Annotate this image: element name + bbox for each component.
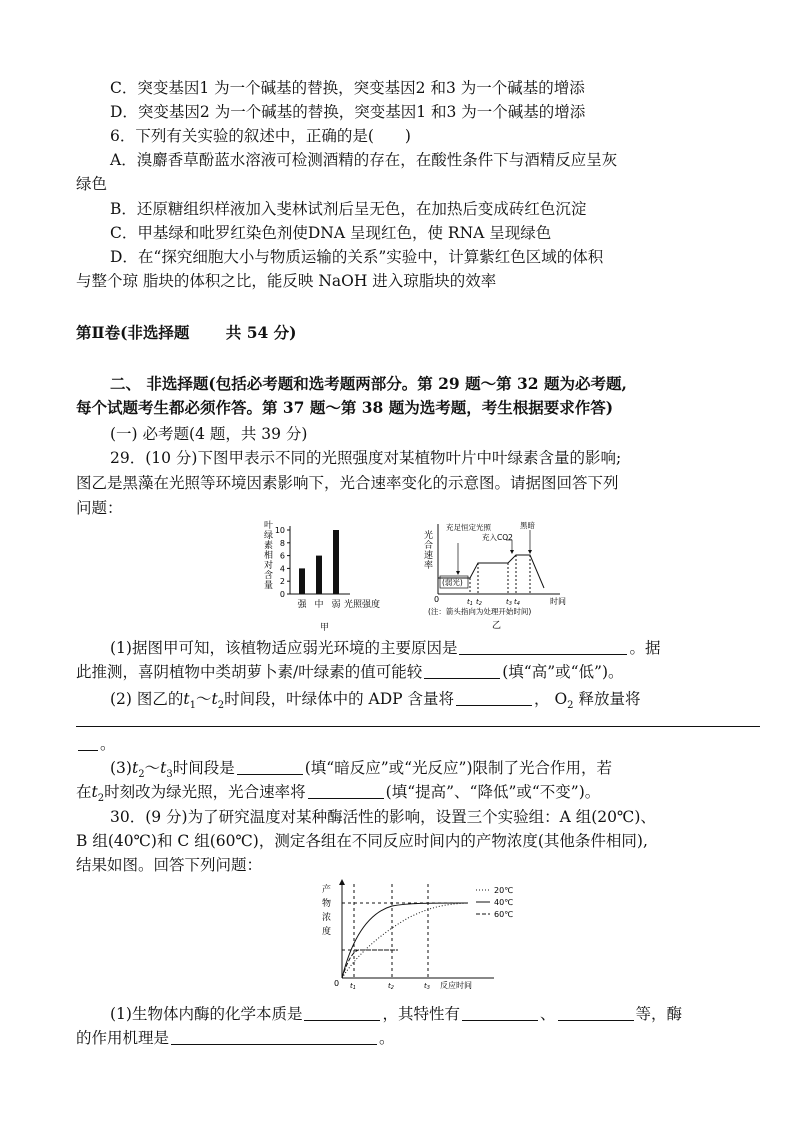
q30-line1: 30．(9 分)为了研究温度对某种酶活性的影响，设置三个实验组：A 组(20℃)、 [110,808,656,826]
yi-xtick-t4: t4 [514,598,520,607]
yi-xtick-t2: t2 [476,598,482,607]
q29-line3: 问题： [76,499,123,517]
legend-40c: 40℃ [494,898,514,907]
answer-blank-9[interactable] [558,1005,634,1021]
yi-ylabel [424,529,433,571]
series-60c [342,950,398,978]
answer-blank-1[interactable] [459,639,627,655]
enzyme-xtick-t1: t1 [350,982,356,991]
ylabel-char: 光 [424,531,434,541]
jia-category-label: 弱 [331,600,341,610]
jia-bar [316,556,322,594]
option-5d: D．突变基因2 为一个碱基的替换，突变基因1 和3 为一个碱基的增添 [110,103,586,121]
ylabel-char: 叶 [264,521,274,531]
q30-sub1-line2: 的作用机理是 。 [76,1029,395,1047]
q29-line1: 29．(10 分)下图甲表示不同的光照强度对某植物叶片中叶绿素含量的影响; [110,449,622,467]
enzyme-xtick-t2: t2 [388,982,394,991]
enzyme-xlabel: 反应时间 [440,981,472,990]
jia-ytick-label: 6 [279,551,285,561]
ylabel-char: 对 [264,561,274,571]
series-20c [342,903,468,978]
part2-line3: (一) 必考题(4 题，共 39 分) [110,425,308,443]
ylabel-char: 素 [264,541,274,551]
q29-line2: 图乙是黑藻在光照等环境因素影响下，光合速率变化的示意图。请据图回答下列 [76,474,619,492]
yi-caption: 乙 [492,621,502,631]
answer-blank-3[interactable] [456,690,532,706]
ylabel-char: 度 [322,927,332,937]
jia-bars [299,530,339,594]
chart-yi [420,518,600,633]
answer-blank-7[interactable] [304,1005,380,1021]
legend-60c: 60℃ [494,910,514,919]
answer-blank-5[interactable] [237,759,303,775]
ylabel-char: 率 [424,561,434,571]
q29-sub2-line2: 。 [76,733,726,755]
q29-sub3-line1: $(3)t_2\sim t_3$时间段是 (填“暗反应”或“光反应”)限制了光合作用，若 [110,759,613,781]
legend-20c: 20℃ [494,886,514,895]
option-6a-line2: 绿色 [76,175,108,193]
jia-ytick-label: 4 [279,564,285,574]
option-6b: B．还原糖组织样液加入斐林试剂后呈无色，在加热后变成砖红色沉淀 [110,200,587,218]
q29-sub2-line1: (2) 图乙的$t_1\sim t_2$时间段，叶绿体中的 ADP 含量将 ， $O_2$ 释放量将 [110,690,641,712]
option-6c: C．甲基绿和吡罗红染色剂使DNA 呈现红色，使 RNA 呈现绿色 [110,224,552,242]
q29-sub3-line2: 在$t_2$时刻改为绿光照，光合速率将 (填“提高”、“降低”或“不变”)。 [76,783,601,805]
yi-annot-co2: 充入CO2 [482,533,513,542]
jia-category-label: 强 [297,600,307,610]
jia-yticks [275,526,290,599]
ylabel-char: 合 [424,541,434,551]
chart-enzyme [318,878,532,994]
option-6a-line1: A．溴麝香草酚蓝水溶液可检测酒精的存在，在酸性条件下与酒精反应呈灰 [110,151,618,169]
jia-categories [297,598,340,610]
jia-ytick-label: 10 [274,526,285,535]
yi-xtick-t1: t1 [467,598,473,607]
yi-note: (注：箭头指向为处理开始时间) [428,607,532,616]
jia-bar [299,568,305,594]
ylabel-char: 绿 [264,531,274,541]
yi-xtick-t3: t3 [506,598,512,607]
option-5c: C．突变基因1 为一个碱基的替换，突变基因2 和3 为一个碱基的增添 [110,79,585,97]
q30-line3: 结果如图。回答下列问题： [76,856,263,874]
ylabel-char: 速 [424,551,434,561]
ylabel-char: 含 [264,571,274,581]
ylabel-char: 浓 [322,913,332,923]
jia-ytick-label: 8 [279,538,285,548]
ylabel-char: 量 [264,581,274,591]
q29-sub1-line2: 此推测，喜阴植物中类胡萝卜素/叶绿素的值可能较 (填“高”或“低”)。 [76,663,624,681]
jia-ytick-label: 0 [279,590,285,599]
enzyme-xtick-t3: t3 [424,982,430,991]
answer-blank-10[interactable] [171,1029,377,1045]
answer-blank-4b[interactable] [78,735,98,751]
jia-caption: 甲 [320,623,330,633]
option-6d-line1: D．在“探究细胞大小与物质运输的关系”实验中，计算紫红色区域的体积 [110,248,604,266]
yi-annot-weak: (弱光) [442,578,463,587]
jia-bar [333,530,339,594]
enzyme-ylabel [322,883,331,937]
q29-sub1-line1: (1)据图甲可知，该植物适应弱光环境的主要原因是 。据 [110,639,661,657]
answer-blank-2[interactable] [424,663,500,679]
yi-xlabel: 时间 [550,597,566,606]
svg-text:0: 0 [434,595,440,604]
series-40c [342,903,468,978]
q30-line2: B 组(40℃)和 C 组(60℃)，测定各组在不同反应时间内的产物浓度(其他条件相同), [76,832,648,850]
section-2-title: 第Ⅱ卷(非选择题 共 54 分) [76,323,297,342]
chart-jia [258,518,398,633]
part2-line1: 二、 非选择题(包括必考题和选考题两部分。第 29 题～第 32 题为必考题, [110,374,627,393]
part2-line2: 每个试题考生都必须作答。第 37 题～第 38 题为选考题，考生根据要求作答) [76,398,614,417]
ylabel-char: 产 [322,885,332,895]
question-6: 6．下列有关实验的叙述中，正确的是( ) [110,127,411,145]
yi-annot-light: 充足恒定光照 [446,523,491,532]
answer-blank-8[interactable] [462,1005,538,1021]
ylabel-char: 物 [322,899,332,909]
yi-annot-dark: 黑暗 [520,521,535,530]
q30-sub1-line1: (1)生物体内酶的化学本质是 ，其特性有 、 等，酶 [110,1005,683,1023]
answer-blank-4[interactable] [76,726,760,727]
option-6d-line2: 与整个琼 脂块的体积之比，能反映 NaOH 进入琼脂块的效率 [76,272,497,290]
jia-ytick-label: 2 [279,577,285,587]
answer-blank-6[interactable] [308,783,384,799]
jia-xlabel: 光照强度 [344,600,381,610]
ylabel-char: 相 [264,551,274,561]
svg-text:0: 0 [334,979,340,988]
jia-category-label: 中 [314,600,324,610]
jia-ylabel [264,519,273,591]
